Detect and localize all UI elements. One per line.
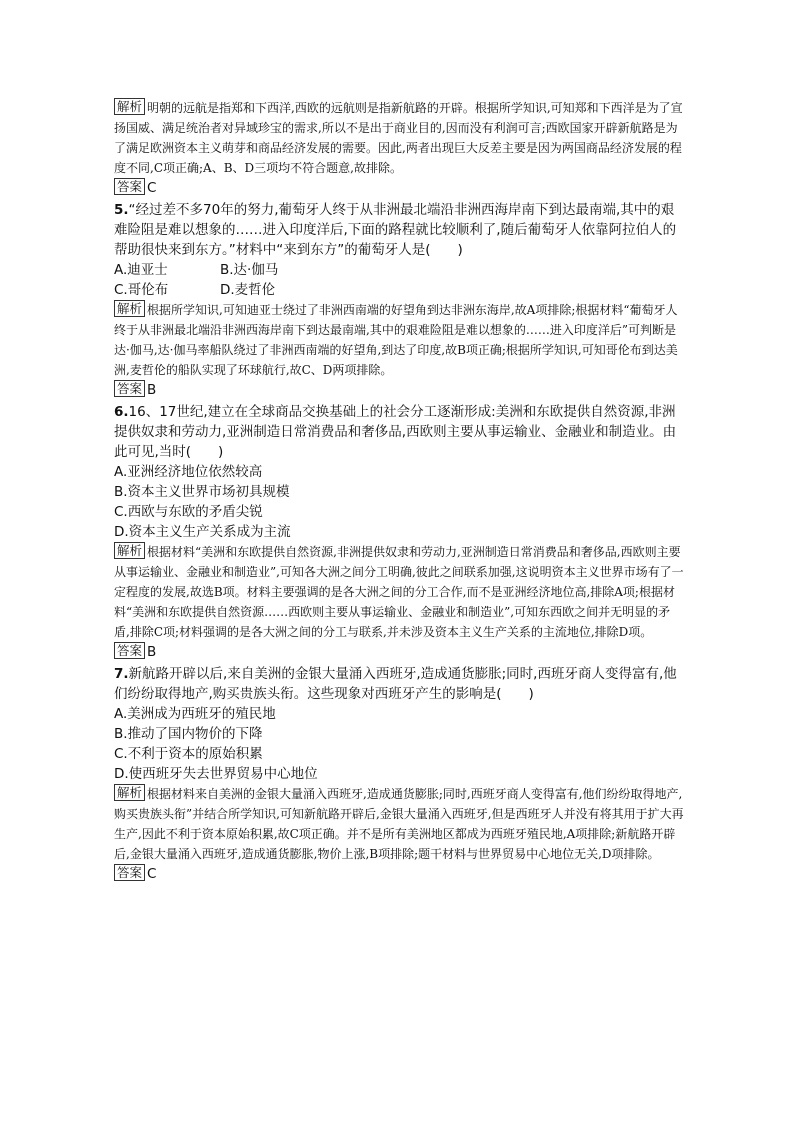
question-stem: “经过差不多70年的努力,葡萄牙人终于从非洲最北端沿非洲西海岸南下到达最南端,其中的艰难险阻是难以想象的……进入印度洋后,下面的路程就比较顺利了,随后葡萄牙人依靠阿拉伯人的帮助很快来到东方。”材料中“来到东方”的葡萄牙人是( ) xyxy=(114,202,677,258)
explanation-paragraph xyxy=(114,542,684,642)
question-5 xyxy=(114,200,684,260)
option-a: A.迪亚士 xyxy=(114,262,168,278)
answer-tag: 答案 xyxy=(114,178,145,195)
option-row xyxy=(114,260,684,280)
question-number: 5. xyxy=(114,202,129,218)
question-number: 7. xyxy=(114,666,129,682)
option-b: B.资本主义世界市场初具规模 xyxy=(114,484,290,500)
question-7 xyxy=(114,664,684,704)
option-row xyxy=(114,280,684,300)
option-a: A.亚洲经济地位依然较高 xyxy=(114,464,263,480)
answer-value: B xyxy=(147,644,157,660)
explanation-text: 根据材料“美洲和东欧提供自然资源,非洲提供奴隶和劳动力,亚洲制造日常消费品和奢侈品,西欧则主要从事运输业、金融业和制造业”,可知各大洲之间分工明确,彼此之间联系加强,这说明资本主义世界市场有了一定程度的发展,故选B项。材料主要强调的是各大洲之间的分工合作,而不是亚洲经济地位高,排除A项;根据材料“美洲和东欧提供自然资源……西欧则主要从事运输业、金融业和制造业”,可知东西欧之间并无明显的矛盾,排除C项;材料强调的是各大洲之间的分工与联系,并未涉及资本主义生产关系的主流地位,排除D项。 xyxy=(114,545,684,639)
answer-tag: 答案 xyxy=(114,380,145,397)
explanation-tag: 解析 xyxy=(114,98,145,115)
explanation-paragraph xyxy=(114,98,684,178)
answer-line xyxy=(114,642,684,662)
option-d: D.使西班牙失去世界贸易中心地位 xyxy=(114,766,318,782)
question-number: 6. xyxy=(114,404,129,420)
answer-value: C xyxy=(147,866,157,882)
explanation-text: 明朝的远航是指郑和下西洋,西欧的远航则是指新航路的开辟。根据所学知识,可知郑和下西洋是为了宣扬国威、满足统治者对异域珍宝的需求,所以不是出于商业目的,因而没有利润可言;西欧国家开辟新航路是为了满足欧洲资本主义萌芽和商品经济发展的需要。因此,两者出现巨大反差主要是因为两国商品经济发展的程度不同,C项正确;A、B、D三项均不符合题意,故排除。 xyxy=(114,101,683,175)
option-d: D.资本主义生产关系成为主流 xyxy=(114,524,291,540)
option-d: D.麦哲伦 xyxy=(220,282,276,298)
option-a: A.美洲成为西班牙的殖民地 xyxy=(114,706,276,722)
answer-line xyxy=(114,380,684,400)
option-b: B.推动了国内物价的下降 xyxy=(114,726,263,742)
question-stem: 新航路开辟以后,来自美洲的金银大量涌入西班牙,造成通货膨胀;同时,西班牙商人变得富有,他们纷纷取得地产,购买贵族头衔。这些现象对西班牙产生的影响是( ) xyxy=(114,666,677,702)
explanation-paragraph xyxy=(114,784,684,864)
option-c: C.西欧与东欧的矛盾尖锐 xyxy=(114,504,263,520)
explanation-paragraph xyxy=(114,300,684,380)
option-b: B.达·伽马 xyxy=(220,262,279,278)
question-6 xyxy=(114,402,684,462)
question-stem: 16、17世纪,建立在全球商品交换基础上的社会分工逐渐形成:美洲和东欧提供自然资源,非洲提供奴隶和劳动力,亚洲制造日常消费品和奢侈品,西欧则主要从事运输业、金融业和制造业。由此可见,当时( ) xyxy=(114,404,677,460)
explanation-text: 根据所学知识,可知迪亚士绕过了非洲西南端的好望角到达非洲东海岸,故A项排除;根据材料“葡萄牙人终于从非洲最北端沿非洲西海岸南下到达最南端,其中的艰难险阻是难以想象的……进入印度洋后”可判断是达·伽马,达·伽马率船队绕过了非洲西南端的好望角,到达了印度,故B项正确;根据所学知识,可知哥伦布到达美洲,麦哲伦的船队实现了环球航行,故C、D两项排除。 xyxy=(114,303,678,377)
explanation-tag: 解析 xyxy=(114,542,145,559)
option-c: C.哥伦布 xyxy=(114,282,169,298)
answer-line xyxy=(114,864,684,884)
answer-value: B xyxy=(147,382,157,398)
answer-tag: 答案 xyxy=(114,642,145,659)
explanation-tag: 解析 xyxy=(114,300,145,317)
option-c: C.不利于资本的原始积累 xyxy=(114,746,263,762)
explanation-tag: 解析 xyxy=(114,784,145,801)
explanation-text: 根据材料来自美洲的金银大量涌入西班牙,造成通货膨胀;同时,西班牙商人变得富有,他们纷纷取得地产,购买贵族头衔”并结合所学知识,可知新航路开辟后,金银大量涌入西班牙,但是西班牙人并没有将其用于扩大再生产,因此不利于资本原始积累,故C项正确。并不是所有美洲地区都成为西班牙殖民地,A项排除;新航路开辟后,金银大量涌入西班牙,造成通货膨胀,物价上涨,B项排除;题干材料与世界贸易中心地位无关,D项排除。 xyxy=(114,787,684,861)
answer-value: C xyxy=(147,180,157,196)
answer-tag: 答案 xyxy=(114,864,145,881)
document-content xyxy=(114,96,684,886)
answer-line xyxy=(114,178,684,198)
